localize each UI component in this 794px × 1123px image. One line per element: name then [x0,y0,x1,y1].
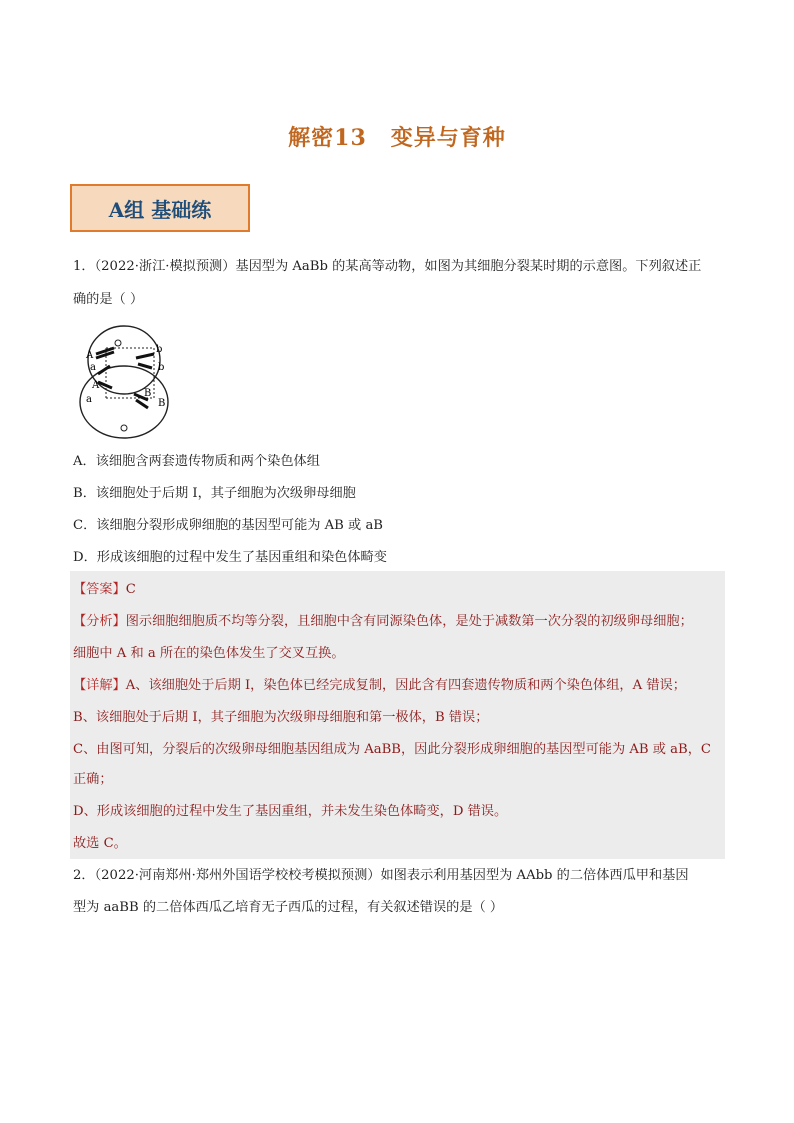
analysis-tag: 【分析】 [73,614,126,629]
centriole [121,425,127,431]
analysis-line1 [73,612,693,632]
q1-stem-line1: 1．（2022·浙江·模拟预测）基因型为 AaBb 的某高等动物，如图为其细胞分裂某时期的示意图。下列叙述正 [73,259,702,274]
detail-text: A、该细胞处于后期 I，染色体已经完成复制，因此含有四套遗传物质和两个染色体组，A 错误； [125,678,686,693]
answer-tag: 【答案】 [73,582,126,597]
answer-value: C [125,582,136,597]
section-heading: A组 基础练 [70,184,250,232]
detail-line1 [73,676,686,696]
centriole [115,340,121,346]
q1-option-d: D．形成该细胞的过程中发生了基因重组和染色体畸变 [73,550,387,565]
detail-line2: B、该细胞处于后期 I，其子细胞为次级卵母细胞和第一极体，B 错误； [73,710,489,725]
q1-option-b: B．该细胞处于后期 I，其子细胞为次级卵母细胞 [73,486,356,501]
title-main: 解密13 [288,125,367,151]
chromosome-right [134,354,154,408]
gene-label: B [144,388,152,399]
detail-line4: 正确； [73,772,113,787]
gene-label: b [156,344,163,355]
analysis-line2: 细胞中 A 和 a 所在的染色体发生了交叉互换。 [73,646,345,661]
q1-stem-line2: 确的是（ ） [73,292,144,307]
gene-label: b [158,362,165,373]
gene-label: B [158,398,166,409]
q1-option-a: A．该细胞含两套遗传物质和两个染色体组 [73,454,320,469]
conclusion-line: 故选 C。 [73,836,127,851]
detail-line3: C、由图可知，分裂后的次级卵母细胞基因组成为 AaBB，因此分裂形成卵细胞的基因型可能为 AB 或 aB，C [73,742,711,757]
q1-option-c: C．该细胞分裂形成卵细胞的基因型可能为 AB 或 aB [73,518,383,533]
q2-stem-line1: 2．（2022·河南郑州·郑州外国语学校校考模拟预测）如图表示利用基因型为 AAbb 的二倍体西瓜甲和基因 [73,868,689,883]
gene-label: a [90,362,96,373]
q2-stem-line2: 型为 aaBB 的二倍体西瓜乙培育无子西瓜的过程，有关叙述错误的是（ ） [73,900,504,915]
gene-label: a [86,394,92,405]
gene-label: A [92,380,100,391]
lower-cell-outline [80,366,168,438]
analysis-text: 图示细胞细胞质不均等分裂，且细胞中含有同源染色体，是处于减数第一次分裂的初级卵母细胞； [125,614,693,629]
cell-division-diagram [76,318,176,442]
answer-line [73,580,136,600]
detail-line5: D、形成该细胞的过程中发生了基因重组，并未发生染色体畸变，D 错误。 [73,804,508,819]
gene-label: A [86,350,94,361]
page-title [0,121,794,152]
detail-tag: 【详解】 [73,678,126,693]
title-sub: 变异与育种 [390,125,506,151]
